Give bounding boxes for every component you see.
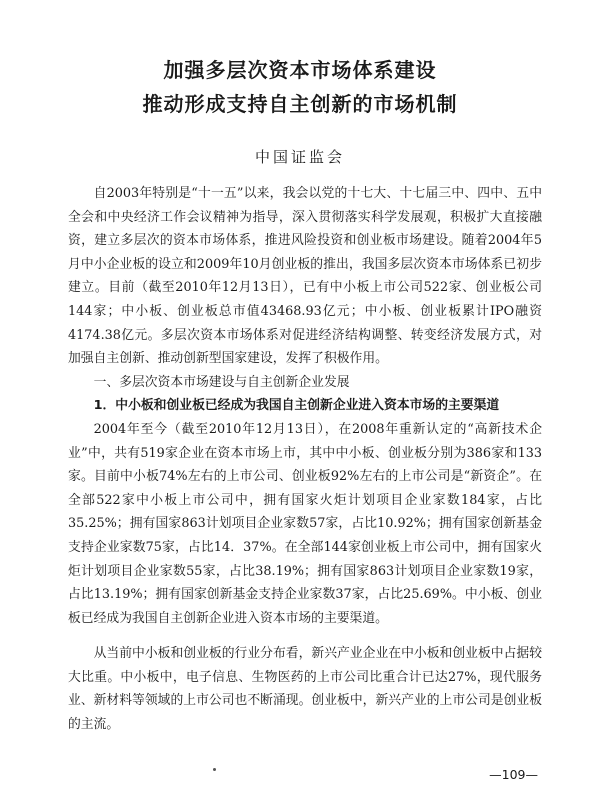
title-line-1: 加强多层次资本市场体系建设 xyxy=(163,58,437,82)
subsection-heading: 1．中小板和创业板已经成为我国自主创新企业进入资本市场的主要渠道 xyxy=(93,398,500,414)
title-line-2: 推动形成支持自主创新的市场机制 xyxy=(142,92,458,116)
paragraph-intro: 自2003年特别是“十一五”以来，我会以党的十七大、十七届三中、四中、五中全会和中央经济工作会议精神为指导，深入贯彻落实科学发展观，积极扩大直接融资，建立多层次的资本市场体系，推进风险投资和创业板市场建设。随着2004年5月中小企业板的设立和2009年10月创业板的推出，我国多层次资本市场体系已初步建立。目前（截至2010年12月13日），已有中小板上市公司522家、创业板公司144家；中小板、创业板总市值43468.93亿元；中小板、创业板累计IPO融资4174.38亿元。多层次资本市场体系对促进经济结构调整、转变经济发展方式，对加强自主创新、推动创新型国家建设，发挥了积极作用。 xyxy=(68,186,542,367)
section-heading: 一、多层次资本市场建设与自主创新企业发展 xyxy=(93,374,350,390)
paragraph-2: 2004年至今（截至2010年12月13日），在2008年重新认定的“高新技术企业”中，共有519家企业在资本市场上市，其中中小板、创业板分别为386家和133家。目前中小板74%左右的上市公司、创业板92%左右的上市公司是“新资企”。在全部522家中小板上市公司中，拥有国家火炬计划项目企业家数184家，占比35.25%；拥有国家863计划项目企业家数57家，占比10.92%；拥有国家创新基金支持企业家数75家，占比14．37%。在全部144家创业板上市公司中，拥有国家火炬计划项目企业家数55家，占比38.19%；拥有国家863计划项目企业家数19家，占比13.19%；拥有国家创新基金支持企业家数37家，占比25.69%。中小板、创业板已经成为我国自主创新企业进入资本市场的主要渠道。 xyxy=(68,421,542,626)
page-number: —109— xyxy=(489,767,538,782)
stray-mark xyxy=(213,768,216,771)
author: 中国证监会 xyxy=(254,148,345,166)
article-body xyxy=(68,182,542,737)
paragraph-3: 从当前中小板和创业板的行业分布看，新兴产业企业在中小板和创业板中占据较大比重。中小板中，电子信息、生物医药的上市公司比重合计已达27%，现代服务业、新材料等领域的上市公司也不断涌现。创业板中，新兴产业的上市公司是创业板的主流。 xyxy=(68,646,542,733)
